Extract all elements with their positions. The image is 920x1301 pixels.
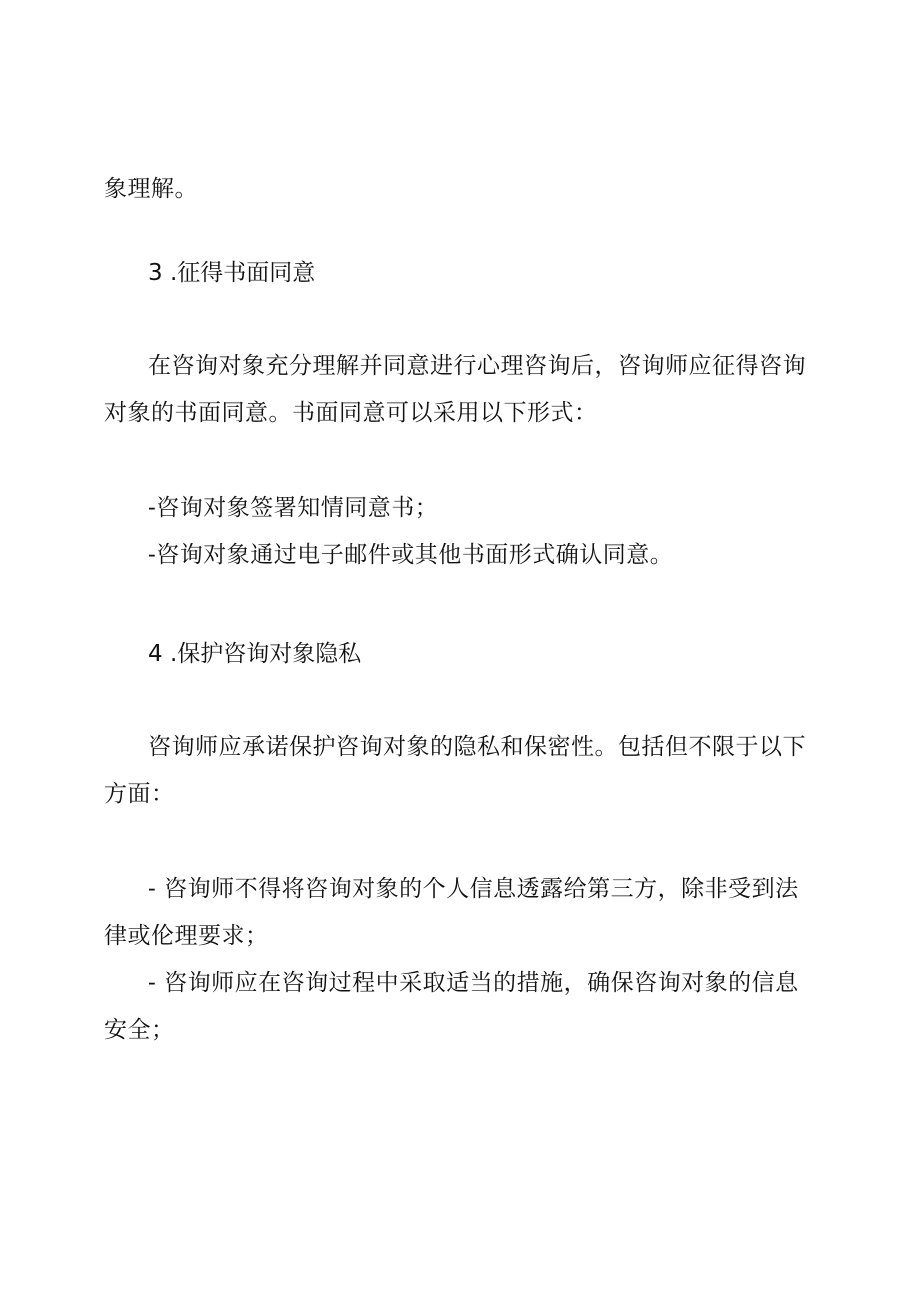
list-item-continuation: 安全； (104, 1017, 175, 1043)
list-item-continuation: 律或伦理要求； (104, 923, 269, 949)
section-heading-4: 4 .保护咨询对象隐私 (148, 641, 362, 667)
paragraph-line: 对象的书面同意。书面同意可以采用以下形式： (104, 400, 598, 426)
paragraph-line: 在咨询对象充分理解并同意进行心理咨询后，咨询师应征得咨询 (148, 353, 806, 379)
list-item: - 咨询师应在咨询过程中采取适当的措施，确保咨询对象的信息 (148, 970, 799, 996)
section-heading-3: 3 .征得书面同意 (148, 260, 316, 286)
list-item: - 咨询师不得将咨询对象的个人信息透露给第三方，除非受到法 (148, 876, 799, 902)
list-item: -咨询对象签署知情同意书； (148, 495, 439, 521)
list-item: -咨询对象通过电子邮件或其他书面形式确认同意。 (148, 542, 674, 568)
paragraph-line: 咨询师应承诺保护咨询对象的隐私和保密性。包括但不限于以下 (148, 734, 806, 760)
paragraph-line: 方面： (104, 781, 175, 807)
continuation-text: 象理解。 (104, 176, 198, 202)
